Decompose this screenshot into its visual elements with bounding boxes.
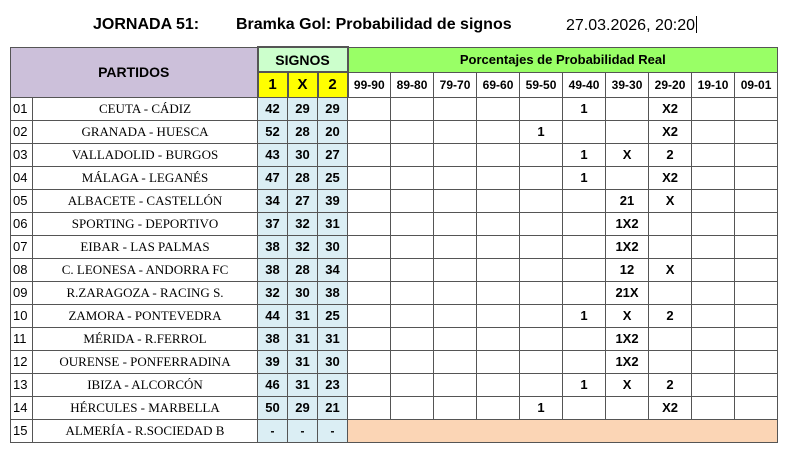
range-cell: X [606,143,649,166]
sign-percentage: 44 [258,304,288,327]
sign-percentage: 39 [258,350,288,373]
sign-percentage: 38 [258,258,288,281]
range-cell [692,235,735,258]
range-cell [520,327,563,350]
match-name: R.ZARAGOZA - RACING S. [33,281,258,304]
sign-percentage: - [318,419,348,442]
table-row [11,120,778,143]
range-cell [563,212,606,235]
table-row [11,396,778,419]
range-cell: 2 [649,143,692,166]
range-cell [692,212,735,235]
table-row [11,258,778,281]
sign-percentage: 34 [318,258,348,281]
range-cell: 1 [520,120,563,143]
range-cell [391,304,434,327]
signos-header: SIGNOS [258,47,348,72]
range-cell [735,281,778,304]
range-cell: 1X2 [606,235,649,258]
range-cell [477,166,520,189]
range-cell [434,350,477,373]
range-cell [348,166,391,189]
sign-percentage: 38 [318,281,348,304]
match-name: IBIZA - ALCORCÓN [33,373,258,396]
range-cell [477,120,520,143]
range-cell [520,304,563,327]
range-cell [606,120,649,143]
sign-percentage: 31 [288,327,318,350]
range-cell [391,166,434,189]
range-cell [563,120,606,143]
range-cell: X2 [649,120,692,143]
sign-percentage: 29 [318,97,348,120]
table-row [11,189,778,212]
range-cell [434,189,477,212]
range-cell [692,189,735,212]
range-header: 49-40 [563,72,606,97]
sign-percentage: 31 [288,350,318,373]
range-cell [348,189,391,212]
range-cell [692,304,735,327]
range-cell [692,396,735,419]
row-number: 08 [11,258,33,281]
range-cell [692,350,735,373]
sign-col-1: 1 [258,72,288,97]
report-title: Bramka Gol: Probabilidad de signos [236,16,512,33]
match-name: GRANADA - HUESCA [33,120,258,143]
sign-col-x: X [288,72,318,97]
sign-percentage: 29 [288,97,318,120]
sign-percentage: 39 [318,189,348,212]
match-name: C. LEONESA - ANDORRA FC [33,258,258,281]
range-cell [348,212,391,235]
range-cell [735,258,778,281]
pending-fill [348,419,778,442]
range-header: 99-90 [348,72,391,97]
sign-percentage: 27 [318,143,348,166]
range-header: 19-10 [692,72,735,97]
match-name: EIBAR - LAS PALMAS [33,235,258,258]
match-name: SPORTING - DEPORTIVO [33,212,258,235]
range-cell [434,327,477,350]
range-cell [348,258,391,281]
range-cell [348,373,391,396]
range-cell [348,143,391,166]
range-cell: X [606,304,649,327]
range-cell [735,304,778,327]
range-cell [606,166,649,189]
report-header [0,0,788,46]
range-cell [434,373,477,396]
sign-percentage: 30 [288,143,318,166]
range-cell [692,97,735,120]
range-cell [563,350,606,373]
range-cell [563,281,606,304]
range-cell [692,143,735,166]
range-cell [649,212,692,235]
range-cell [434,235,477,258]
match-name: ALBACETE - CASTELLÓN [33,189,258,212]
table-row [11,235,778,258]
porcentajes-header: Porcentajes de Probabilidad Real [348,47,778,72]
range-cell: 1 [520,396,563,419]
range-cell: 2 [649,304,692,327]
sign-percentage: 31 [288,373,318,396]
table-row [11,212,778,235]
sign-percentage: 38 [258,235,288,258]
sign-percentage: 50 [258,396,288,419]
range-cell [477,350,520,373]
range-header: 59-50 [520,72,563,97]
match-name: HÉRCULES - MARBELLA [33,396,258,419]
sign-percentage: 28 [288,166,318,189]
range-cell [735,120,778,143]
range-cell [735,97,778,120]
range-cell [348,281,391,304]
row-number: 06 [11,212,33,235]
range-cell: 1 [563,143,606,166]
range-cell [391,189,434,212]
range-cell: X [606,373,649,396]
range-cell [391,373,434,396]
match-name: OURENSE - PONFERRADINA [33,350,258,373]
range-cell [563,327,606,350]
table-row [11,304,778,327]
range-cell: X [649,258,692,281]
range-cell [520,189,563,212]
range-cell: 1X2 [606,327,649,350]
range-cell: 21X [606,281,649,304]
range-header: 89-80 [391,72,434,97]
range-header: 39-30 [606,72,649,97]
sign-percentage: 47 [258,166,288,189]
range-cell [434,120,477,143]
range-cell [477,97,520,120]
range-cell [735,212,778,235]
probability-table [10,46,778,443]
sign-percentage: 21 [318,396,348,419]
match-name: MÉRIDA - R.FERROL [33,327,258,350]
range-cell: 1X2 [606,350,649,373]
range-cell [520,235,563,258]
range-cell [348,396,391,419]
range-cell [348,350,391,373]
sign-percentage: 38 [258,327,288,350]
range-cell [735,350,778,373]
table-row [11,327,778,350]
sign-percentage: 20 [318,120,348,143]
sign-percentage: 27 [288,189,318,212]
range-cell: X2 [649,166,692,189]
range-cell [477,327,520,350]
table-row [11,350,778,373]
range-cell: 2 [649,373,692,396]
range-cell [563,396,606,419]
sign-percentage: - [258,419,288,442]
range-cell [520,258,563,281]
range-cell [520,281,563,304]
range-cell [606,396,649,419]
range-cell [348,97,391,120]
range-cell: 1X2 [606,212,649,235]
range-cell [692,166,735,189]
range-cell [391,350,434,373]
range-cell [391,327,434,350]
range-cell [434,166,477,189]
range-cell [434,212,477,235]
row-number: 14 [11,396,33,419]
match-name: ALMERÍA - R.SOCIEDAD B [33,419,258,442]
range-cell [692,327,735,350]
sign-percentage: 28 [288,258,318,281]
range-cell: 1 [563,304,606,327]
sign-percentage: 25 [318,166,348,189]
sign-percentage: 28 [288,120,318,143]
table-row [11,373,778,396]
sign-percentage: 42 [258,97,288,120]
range-cell [477,189,520,212]
range-cell [434,143,477,166]
range-cell [606,97,649,120]
range-cell [735,327,778,350]
range-cell [692,373,735,396]
range-cell [434,97,477,120]
range-cell [391,97,434,120]
jornada-label: JORNADA 51: [93,16,200,33]
range-cell [391,143,434,166]
timestamp-text: 27.03.2026, 20:20 [566,17,696,34]
range-cell: X2 [649,97,692,120]
sign-percentage: - [288,419,318,442]
range-cell [434,304,477,327]
sign-percentage: 29 [288,396,318,419]
row-number: 12 [11,350,33,373]
range-cell [391,235,434,258]
range-cell [477,212,520,235]
range-cell [735,235,778,258]
match-name: MÁLAGA - LEGANÉS [33,166,258,189]
range-cell [692,281,735,304]
match-name: ZAMORA - PONTEVEDRA [33,304,258,327]
range-cell [391,212,434,235]
range-cell [649,235,692,258]
row-number: 03 [11,143,33,166]
sign-percentage: 34 [258,189,288,212]
sign-percentage: 30 [318,235,348,258]
range-cell [520,97,563,120]
sign-percentage: 32 [288,235,318,258]
range-cell [477,396,520,419]
range-cell [735,143,778,166]
sign-percentage: 30 [288,281,318,304]
range-cell [348,235,391,258]
range-cell [391,258,434,281]
range-cell [649,281,692,304]
row-number: 01 [11,97,33,120]
range-cell [520,166,563,189]
range-cell: 12 [606,258,649,281]
range-cell [391,120,434,143]
range-cell [692,120,735,143]
range-header: 79-70 [434,72,477,97]
table-row [11,281,778,304]
range-header: 69-60 [477,72,520,97]
range-cell [735,189,778,212]
table-row [11,143,778,166]
sign-percentage: 32 [258,281,288,304]
sign-col-2: 2 [318,72,348,97]
table-row [11,419,778,442]
row-number: 15 [11,419,33,442]
sign-percentage: 52 [258,120,288,143]
row-number: 02 [11,120,33,143]
partidos-header: PARTIDOS [11,47,258,97]
range-cell [692,258,735,281]
row-number: 05 [11,189,33,212]
range-cell [563,258,606,281]
row-number: 09 [11,281,33,304]
range-cell [649,350,692,373]
sign-percentage: 31 [318,212,348,235]
table-row [11,166,778,189]
sign-percentage: 46 [258,373,288,396]
range-cell [735,396,778,419]
range-cell [477,304,520,327]
range-cell [520,212,563,235]
range-cell [735,373,778,396]
range-cell: X [649,189,692,212]
row-number: 07 [11,235,33,258]
range-header: 09-01 [735,72,778,97]
range-cell: X2 [649,396,692,419]
range-cell [434,281,477,304]
table-row [11,97,778,120]
row-number: 11 [11,327,33,350]
range-cell [391,281,434,304]
range-cell [649,327,692,350]
range-cell: 1 [563,373,606,396]
range-cell [477,373,520,396]
range-cell [391,396,434,419]
range-cell [735,166,778,189]
match-name: VALLADOLID - BURGOS [33,143,258,166]
sign-percentage: 31 [318,327,348,350]
row-number: 10 [11,304,33,327]
text-cursor [696,16,697,33]
sign-percentage: 25 [318,304,348,327]
range-cell: 1 [563,97,606,120]
sign-percentage: 32 [288,212,318,235]
range-cell [520,143,563,166]
match-name: CEUTA - CÁDIZ [33,97,258,120]
row-number: 04 [11,166,33,189]
range-cell [563,189,606,212]
sign-percentage: 43 [258,143,288,166]
range-cell [563,235,606,258]
range-cell [477,281,520,304]
range-cell [348,120,391,143]
range-cell: 1 [563,166,606,189]
timestamp [566,16,697,35]
range-cell [477,235,520,258]
range-cell [348,327,391,350]
range-cell [520,373,563,396]
range-cell [434,258,477,281]
range-cell [520,350,563,373]
range-cell: 21 [606,189,649,212]
range-cell [434,396,477,419]
sign-percentage: 23 [318,373,348,396]
sign-percentage: 30 [318,350,348,373]
row-number: 13 [11,373,33,396]
range-cell [348,304,391,327]
sign-percentage: 37 [258,212,288,235]
range-cell [477,143,520,166]
range-header: 29-20 [649,72,692,97]
sign-percentage: 31 [288,304,318,327]
range-cell [477,258,520,281]
